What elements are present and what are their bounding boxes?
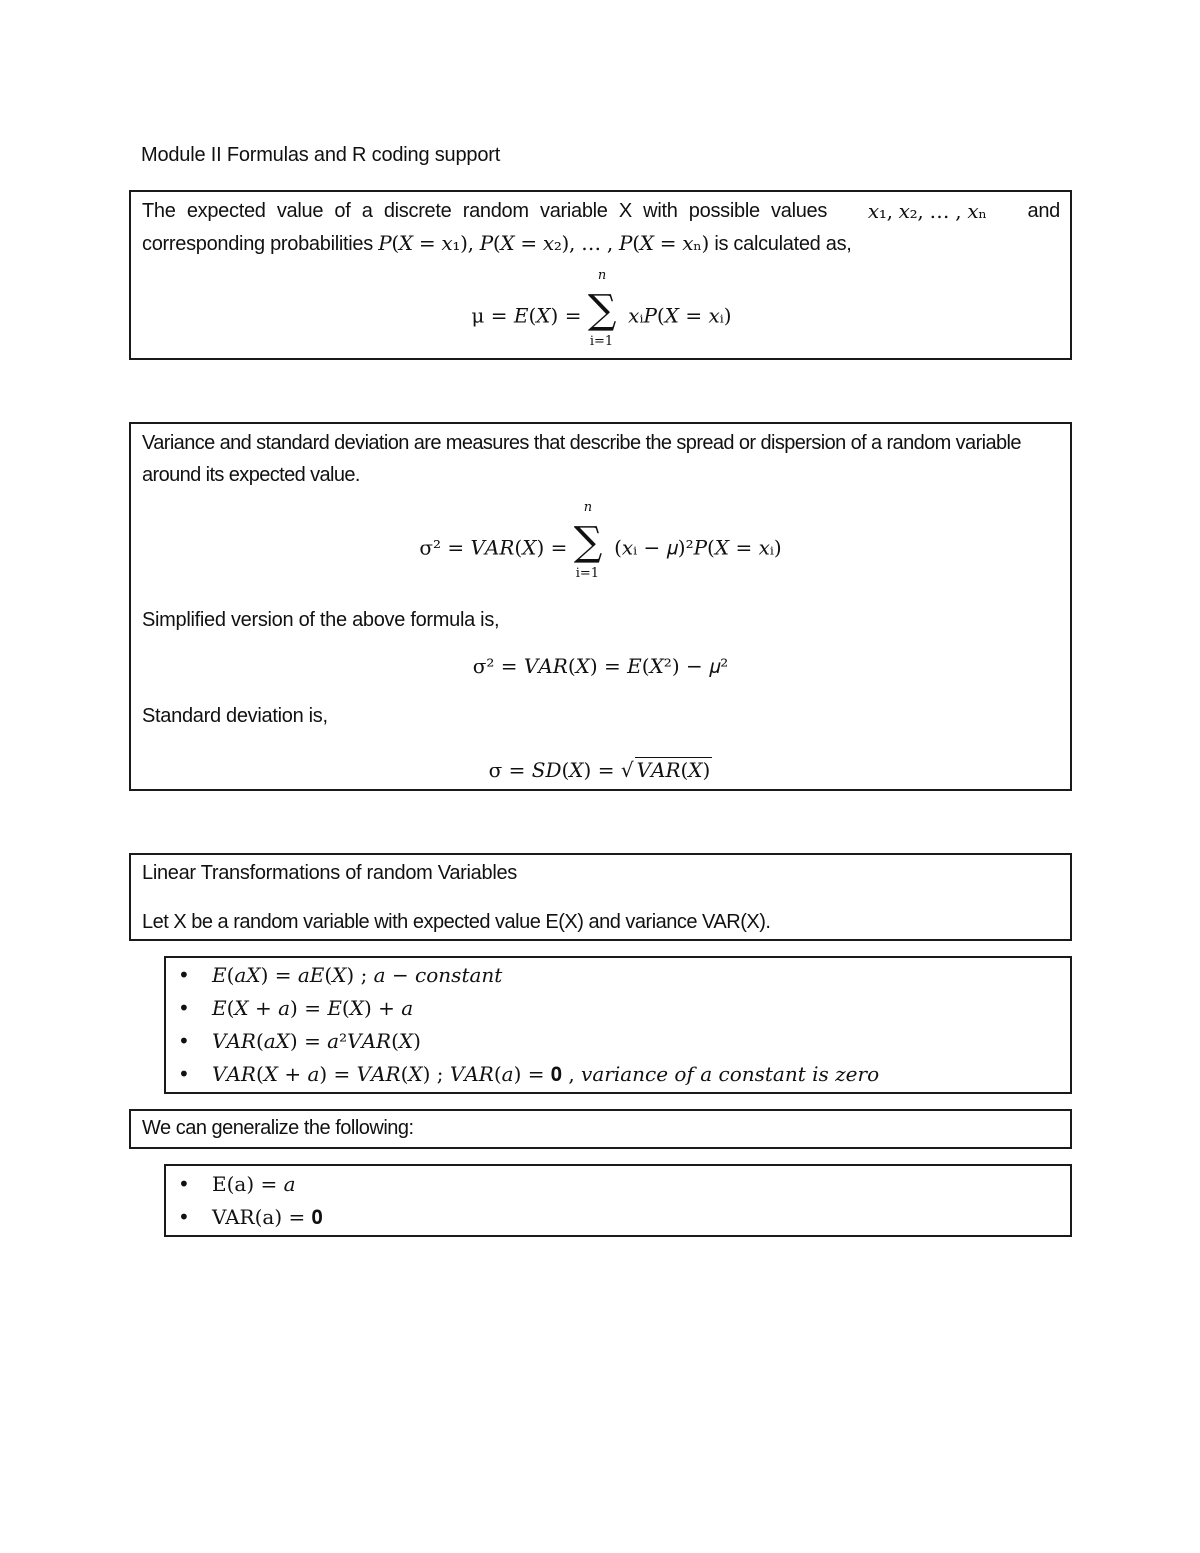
transformation-rules-list bbox=[166, 959, 879, 1091]
variance-formula bbox=[131, 500, 1070, 581]
formula-rhs: 𝑥ᵢ𝑃(𝑋 = 𝑥ᵢ) bbox=[628, 303, 732, 328]
sum-upper-limit: n bbox=[597, 268, 607, 283]
expected-value-formula bbox=[131, 268, 1070, 349]
list-item: • 𝐸(𝑎𝑋) = 𝑎𝐸(𝑋) ; 𝑎 − 𝑐𝑜𝑛𝑠𝑡𝑎𝑛𝑡 bbox=[166, 959, 879, 992]
linear-transformations-box bbox=[129, 853, 1072, 941]
variance-intro: Variance and standard deviation are measures that describe the spread or dispersion of a random variable around its expected value. bbox=[142, 432, 1021, 486]
generalized-rules-list bbox=[166, 1168, 323, 1234]
simplified-variance-formula: σ² = 𝑉𝐴𝑅(𝑋) = 𝐸(𝑋²) − 𝜇² bbox=[472, 654, 729, 678]
values-list-math: 𝑥₁, 𝑥₂, … , 𝑥ₙ bbox=[867, 199, 987, 223]
list-item: • E(a) = 𝑎 bbox=[166, 1168, 323, 1201]
probabilities-math: 𝑃(𝑋 = 𝑥₁), 𝑃(𝑋 = 𝑥₂), … , 𝑃(𝑋 = 𝑥ₙ) bbox=[378, 231, 710, 255]
list-item: • 𝑉𝐴𝑅(𝑋 + 𝑎) = 𝑉𝐴𝑅(𝑋) ; 𝑉𝐴𝑅(𝑎) = 𝟎 , 𝑣𝑎𝑟𝑖𝑎𝑛𝑐𝑒 𝑜𝑓 𝑎 𝑐𝑜𝑛𝑠𝑡𝑎𝑛𝑡 𝑖𝑠 𝑧𝑒𝑟𝑜 bbox=[166, 1058, 879, 1091]
generalize-box bbox=[129, 1109, 1072, 1149]
generalized-rules-box bbox=[164, 1164, 1072, 1237]
linear-transformations-text: Let X be a random variable with expected value E(X) and variance VAR(X). bbox=[142, 911, 771, 933]
formula-lhs: μ = 𝐸(𝑋) = bbox=[471, 303, 582, 328]
definition-and: and bbox=[1027, 200, 1060, 222]
variance-formula-lhs: σ² = 𝑉𝐴𝑅(𝑋) = bbox=[419, 535, 568, 560]
sd-formula-lhs: σ = 𝑆𝐷(𝑋) = √ bbox=[488, 758, 634, 782]
variance-box bbox=[129, 422, 1072, 791]
sd-formula bbox=[131, 757, 1070, 782]
expected-value-definition bbox=[142, 195, 1060, 260]
list-item: • VAR(a) = 𝟎 bbox=[166, 1201, 323, 1234]
transformation-rules-box bbox=[164, 956, 1072, 1094]
variance-formula-rhs: (𝑥ᵢ − 𝜇)²𝑃(𝑋 = 𝑥ᵢ) bbox=[614, 535, 782, 560]
sum-lower-limit: i=1 bbox=[575, 566, 600, 581]
list-item: • 𝐸(𝑋 + 𝑎) = 𝐸(𝑋) + 𝑎 bbox=[166, 992, 879, 1025]
probabilities-label: corresponding probabilities bbox=[142, 233, 373, 255]
simplified-label: Simplified version of the above formula is, bbox=[142, 609, 500, 631]
generalize-text: We can generalize the following: bbox=[142, 1117, 414, 1139]
calculated-as: is calculated as, bbox=[714, 233, 852, 255]
definition-text: The expected value of a discrete random variable X with possible values bbox=[142, 200, 828, 222]
sum-upper-limit: n bbox=[583, 500, 593, 515]
summation-symbol: ∑ n i=1 bbox=[587, 268, 617, 349]
sd-label: Standard deviation is, bbox=[142, 705, 328, 727]
sd-formula-radicand: 𝑉𝐴𝑅(𝑋) bbox=[636, 758, 711, 782]
list-item: • 𝑉𝐴𝑅(𝑎𝑋) = 𝑎²𝑉𝐴𝑅(𝑋) bbox=[166, 1025, 879, 1058]
linear-transformations-heading: Linear Transformations of random Variables bbox=[142, 862, 517, 884]
sum-lower-limit: i=1 bbox=[589, 334, 614, 349]
page-title: Module II Formulas and R coding support bbox=[141, 144, 501, 166]
summation-symbol: ∑ n i=1 bbox=[573, 500, 603, 581]
expected-value-box bbox=[129, 190, 1072, 360]
